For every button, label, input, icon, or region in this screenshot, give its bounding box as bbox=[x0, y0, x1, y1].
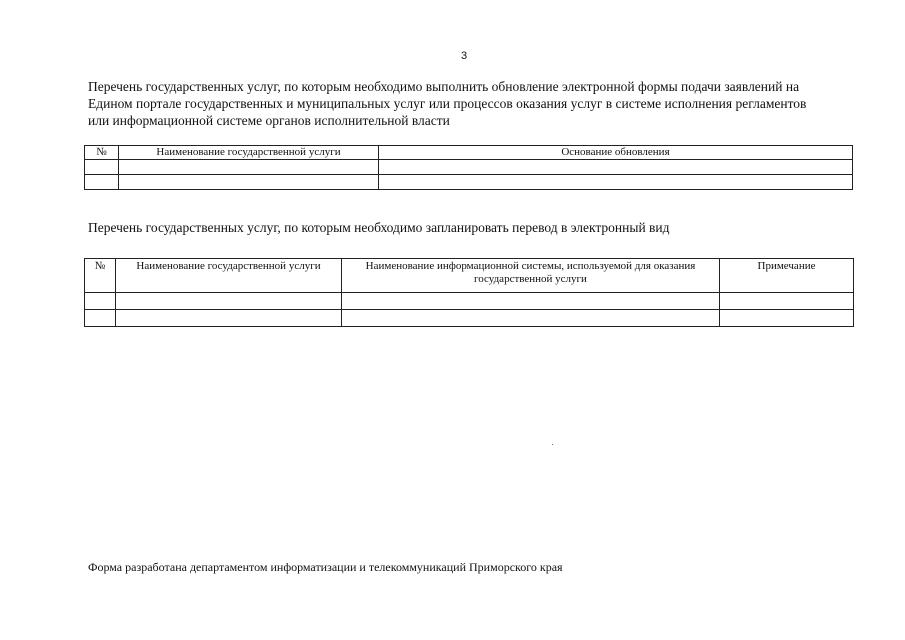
table-cell bbox=[116, 310, 342, 327]
table-row bbox=[85, 160, 853, 175]
table-cell bbox=[85, 160, 119, 175]
table-cell bbox=[116, 293, 342, 310]
table-cell bbox=[379, 160, 853, 175]
column-header-service-name: Наименование государственной услуги bbox=[119, 146, 379, 160]
table-row bbox=[85, 310, 854, 327]
column-header-number: № bbox=[85, 259, 116, 293]
page-number: 3 bbox=[461, 50, 468, 62]
table-cell bbox=[720, 310, 854, 327]
services-digitization-table bbox=[84, 258, 854, 327]
scan-speck bbox=[552, 444, 553, 445]
table-cell bbox=[720, 293, 854, 310]
table-cell bbox=[342, 310, 720, 327]
table-cell bbox=[85, 310, 116, 327]
table-cell bbox=[119, 175, 379, 190]
table-row bbox=[85, 293, 854, 310]
column-header-number: № bbox=[85, 146, 119, 160]
footer-note: Форма разработана департаментом информатизации и телекоммуникаций Приморского края bbox=[88, 560, 563, 574]
table-cell bbox=[85, 175, 119, 190]
table-header-row bbox=[85, 146, 853, 160]
table-header-row bbox=[85, 259, 854, 293]
table-cell bbox=[119, 160, 379, 175]
table-cell bbox=[342, 293, 720, 310]
section-1-heading: Перечень государственных услуг, по которым необходимо выполнить обновление электронной формы подачи заявлений на Едином портале государственных и муниципальных услуг или процессов оказания услуг в системе исполнения регламентов или информационной системе органов исполнительной власти bbox=[88, 79, 807, 128]
table-cell bbox=[85, 293, 116, 310]
table-row bbox=[85, 175, 853, 190]
column-header-information-system: Наименование информационной системы, используемой для оказания государственной услуги bbox=[342, 259, 720, 293]
section-2-heading: Перечень государственных услуг, по которым необходимо запланировать перевод в электронный вид bbox=[88, 220, 670, 235]
services-update-table bbox=[84, 145, 853, 190]
table-cell bbox=[379, 175, 853, 190]
column-header-note: Примечание bbox=[720, 259, 854, 293]
column-header-update-basis: Основание обновления bbox=[379, 146, 853, 160]
column-header-service-name: Наименование государственной услуги bbox=[116, 259, 342, 293]
